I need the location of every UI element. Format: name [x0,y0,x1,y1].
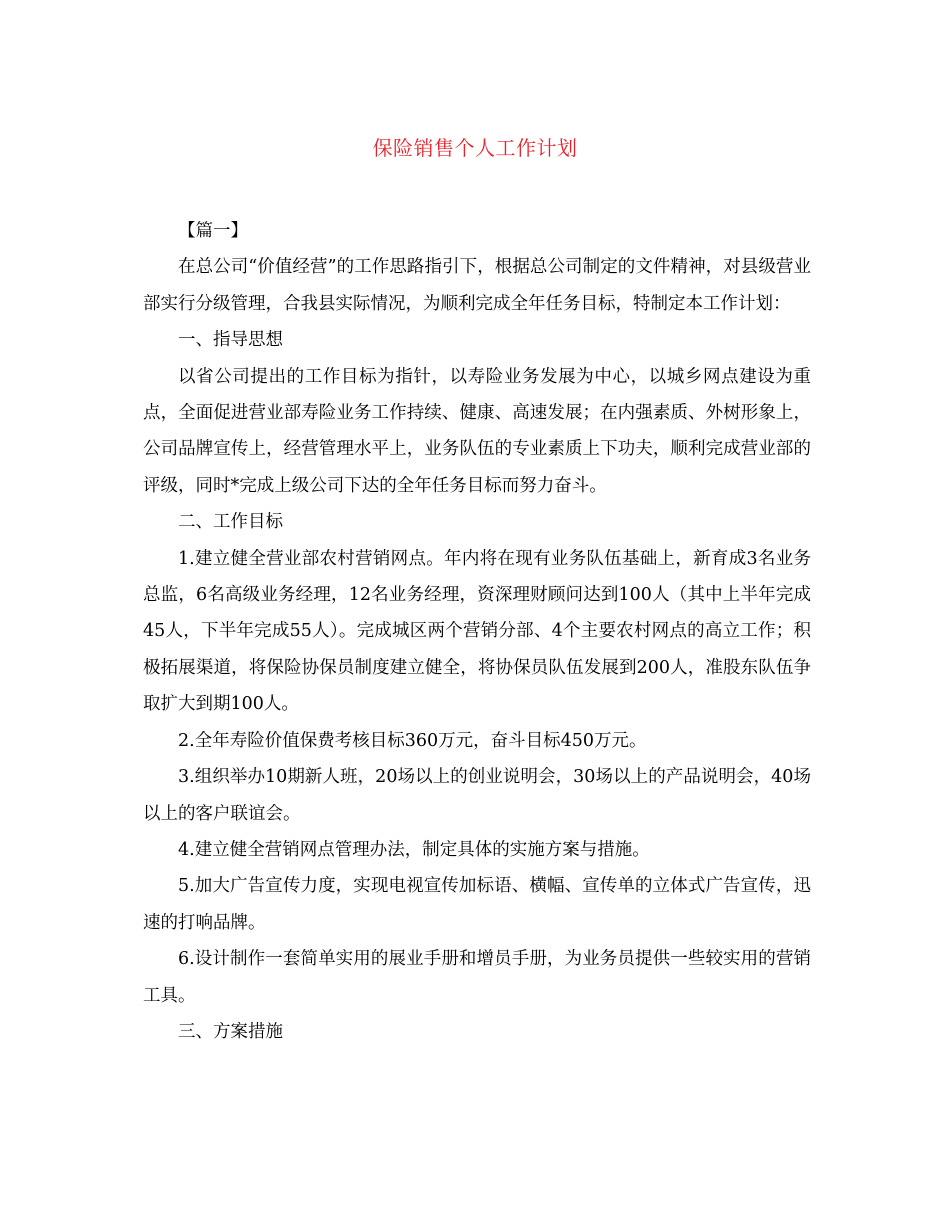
goal-item-1: 1.建立健全营业部农村营销网点。年内将在现有业务队伍基础上，新育成3名业务总监，6名高级业务经理，12名业务经理，资深理财顾问达到100人（其中上半年完成45人，下半年完成55人）。完成城区两个营销分部、4个主要农村网点的高立工作；积极拓展渠道，将保险协保员制度建立健全，将协保员队伍发展到200人，准股东队伍争取扩大到期100人。 [143,548,811,715]
intro-paragraph: 在总公司“价值经营”的工作思路指引下，根据总公司制定的文件精神，对县级营业部实行分级管理，合我县实际情况，为顺利完成全年任务目标，特制定本工作计划： [143,257,811,314]
guiding-ideology-paragraph: 以省公司提出的工作目标为指针，以寿险业务发展为中心，以城乡网点建设为重点，全面促进营业部寿险业务工作持续、健康、高速发展；在内强素质、外树形象上，公司品牌宣传上，经营管理水平上，业务队伍的专业素质上下功夫，顺利完成营业部的评级，同时*完成上级公司下达的全年任务目标而努力奋斗。 [143,366,811,496]
section-heading-guiding-ideology: 一、指导思想 [178,330,283,351]
chapter-marker: 【篇一】 [178,221,248,241]
document-body [143,213,811,1050]
section-heading-work-goals: 二、工作目标 [178,512,283,533]
goal-item-6: 6.设计制作一套简单实用的展业手册和增员手册，为业务员提供一些较实用的营销工具。 [143,949,811,1006]
goal-item-3: 3.组织举办10期新人班，20场以上的创业说明会，30场以上的产品说明会，40场以上的客户联谊会。 [143,767,811,824]
goal-item-5: 5.加大广告宣传力度，实现电视宣传加标语、横幅、宣传单的立体式广告宣传，迅速的打响品牌。 [143,876,811,933]
goal-item-2: 2.全年寿险价值保费考核目标360万元，奋斗目标450万元。 [178,730,647,751]
section-heading-plan-measures: 三、方案措施 [178,1021,283,1042]
goal-item-4: 4.建立健全营销网点管理办法，制定具体的实施方案与措施。 [178,839,650,860]
document-title: 保险销售个人工作计划 [372,136,578,160]
